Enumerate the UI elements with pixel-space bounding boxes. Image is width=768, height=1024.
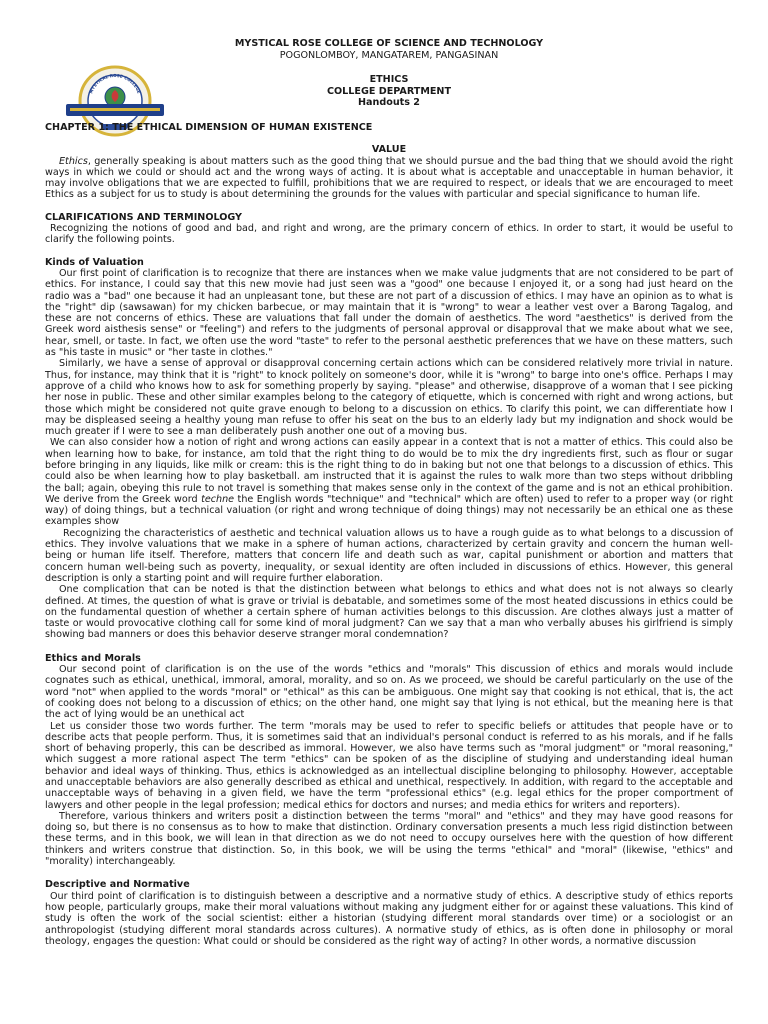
seal-arc-text: MYSTICAL ROSE COLLEGE <box>88 72 142 95</box>
ethics-morals-paragraph-1: Our second point of clarification is on the use of the words "ethics and "morals" This discussion of ethics and morals would include cognates such as ethical, unethical, immoral, amoral, morality, and so on. As we proceed, we should be careful particularly on the use of the word "not" when applied to the words "moral" or "ethical" as this can be ambiguous. One might say that cooking is not ethical, that is, the act of cooking does not belong to a discussion of ethics; on the other hand, one might say that lying is not ethical, but the meaning here is that the act of lying would be an unethical act <box>45 664 733 721</box>
valuation-paragraph-5: One complication that can be noted is that the distinction between what belongs to ethics and what does not is not always so clearly defined. At times, the question of what is grave or trivial is debatable, and sometimes some of the most heated discussions in ethics could be on the fundamental question of whether a certain sphere of human activities belongs to this discussion. Are clothes always just a matter of taste or would provocative clothing call for some kind of moral judgment? Can we say that a man who verbally abuses his girlfriend is simply showing bad manners or does this behavior deserve stranger moral condemnation? <box>45 584 733 641</box>
college-address: POGONLOMBOY, MANGATAREM, PANGASINAN <box>279 49 499 61</box>
kinds-of-valuation-heading: Kinds of Valuation <box>45 256 144 268</box>
clarifications-paragraph: Recognizing the notions of good and bad, and right and wrong, are the primary concern of ethics. In order to start, it would be useful to clarify the following points. <box>45 223 733 246</box>
valuation-paragraph-2: Similarly, we have a sense of approval or disapproval concerning certain actions which can be considered relatively more trivial in nature. Thus, for instance, may think that it is "right" to knock politely on someone's door, while it is "wrong" to barge into one's office. Perhaps I may approve of a child who knows how to ask for something properly by saying. "please" and otherwise, disapprove of a woman that I see picking her nose in public. These and other similar examples belong to the category of etiquette, which is concerned with right and wrong actions, but those which might be considered not quite grave enough to belong to a discussion on ethics. To clarify this point, we can differentiate how I may be displeased seeing a healthy young man refuse to offer his seat on the bus to an elderly lady but my indignation and shock would be much greater if I were to see a man deliberately push another one out of a moving bus. <box>45 358 733 438</box>
valuation-paragraph-3 <box>45 437 733 527</box>
value-paragraph <box>45 156 733 201</box>
value-paragraph-text: , generally speaking is about matters such as the good thing that we should pursue and the bad thing that we should avoid the right ways in which we could or should act and the wrong ways of acting. It is about what is acceptable and unacceptable in human behavior, it may involve obligations that we are expected to fulfill, prohibitions that we are required to respect, or ideals that we are encouraged to meet Ethics as a subject for us to study is about determining the grounds for the values with particular and special significance to human life. <box>45 155 733 201</box>
techne-italic-term: techne <box>201 493 235 505</box>
ethics-morals-paragraph-2: Let us consider those two words further. The term "morals may be used to refer to specific beliefs or attitudes that people have or to describe acts that people perform. Thus, it is sometimes said that an individual's personal conduct is referred to as his morals, and if he falls short of behaving properly, this can be described as immoral. However, we also have terms such as "moral judgment" or "moral reasoning," which suggest a more rational aspect The term "ethics" can be spoken of as the discipline of studying and understanding ideal human behavior and ideal ways of thinking. Thus, ethics is acknowledged as an intellectual discipline belonging to philosophy. However, acceptable and unacceptable behaviors are also generally described as ethical and unethical, respectively. In addition, with regard to the acceptable and unacceptable ways of behaving in a given field, we have the term "professional ethics" (e.g. legal ethics for the proper comportment of lawyers and other people in the legal profession; medical ethics for doctors and nurses; and media ethics for writers and reporters). <box>45 720 733 811</box>
handout-number: Handouts 2 <box>358 97 420 109</box>
clarifications-heading: CLARIFICATIONS AND TERMINOLOGY <box>45 211 243 223</box>
valuation-paragraph-3-b: the English words "technique" and "technical" which are often) used to refer to a proper way (or right way) of doing things, but a technical valuation (or right and wrong technique of doing things) may not necessarily be an ethical one as these examples show <box>45 493 733 528</box>
college-name: MYSTICAL ROSE COLLEGE OF SCIENCE AND TECHNOLOGY <box>234 38 544 49</box>
chapter-heading: CHAPTER 1: THE ETHICAL DIMENSION OF HUMAN EXISTENCE <box>45 121 373 133</box>
department-title: COLLEGE DEPARTMENT <box>326 85 451 97</box>
ethics-and-morals-heading: Ethics and Morals <box>45 652 141 664</box>
valuation-paragraph-4: Recognizing the characteristics of aesthetic and technical valuation allows us to have a rough guide as to what belongs to a discussion of ethics. They involve valuations that we make in a sphere of human actions, characterized by certain gravity and concern the human well-being or human life itself. Therefore, matters that concern life and death such as war, capital punishment or abortion and matters that concern human well-being such as poverty, inequality, or sexual identity are often included in discussions of ethics. However, this general description is only a starting point and will require further elaboration. <box>45 527 733 584</box>
value-heading: VALUE <box>371 144 407 156</box>
subject-title: ETHICS <box>369 74 409 86</box>
descriptive-normative-heading: Descriptive and Normative <box>45 879 190 891</box>
handout-page <box>45 38 733 947</box>
ethics-italic-term: Ethics <box>59 155 88 167</box>
ethics-morals-paragraph-3: Therefore, various thinkers and writers posit a distinction between the terms "moral" and "ethics" and they may have good reasons for doing so, but there is no consensus as to how to make that distinction. Ordinary conversation presents a much less rigid distinction between these terms, and in this book, we will lean in that direction as we do not need to occupy ourselves here with the question of how different thinkers and writers construe that distinction. So, in this book, we will be using the terms "ethical" and "moral" (likewise, "ethics" and "morality) interchangeably. <box>45 810 733 868</box>
valuation-paragraph-1: Our first point of clarification is to recognize that there are instances when we make value judgments that are not considered to be part of ethics. For instance, I could say that this new movie had just seen was a "good" one because I enjoyed it, or a song had just heard on the radio was a "bad" one because it had an unpleasant tone, but these are not part of a discussion of ethics. I may have an opinion as to what is the "right" dip (sawsawan) for my chicken barbecue, or may maintain that it is "wrong" to wear a leather vest over a Barong Tagalog, and these are not concerns of ethics. These are valuations that fall under the domain of aesthetics. The word "aesthetics" is derived from the Greek word aisthesis sense" or "feeling") and refers to the judgments of personal approval or disapproval that we make about what we see, hear, smell, or taste. In fact, we often use the word "taste" to refer to the personal aesthetic preferences that we have on these matters, such as "his taste in music" or "her taste in clothes." <box>45 267 733 359</box>
document-header <box>45 38 733 109</box>
descriptive-normative-paragraph: Our third point of clarification is to distinguish between a descriptive and a normative study of ethics. A descriptive study of ethics reports how people, particularly groups, make their moral valuations without making any judgment either for or against these valuations. This kind of study is often the work of the social scientist: either a historian (studying different moral standards over time) or a sociologist or an anthropologist (studying different moral standards across cultures). A normative study of ethics, as is often done in philosophy or moral theology, engages the question: What could or should be considered as the right way of acting? In other words, a normative discussion <box>45 890 733 947</box>
valuation-paragraph-3-a: We can also consider how a notion of right and wrong actions can easily appear in a context that is not a matter of ethics. This could also be when learning how to bake, for instance, am told that the right thing to do would be to mix the dry ingredients first, such as flour or sugar before bringing in any liquids, like milk or cream: this is the right thing to do in baking but not one that belongs to a discussion of ethics. This could also be when learning how to play basketball. am instructed that it is against the rules to walk more than two steps without dribbling the ball; again, obeying this rule to not travel is something that makes sense only in the context of the game and is not an ethical prohibition. We derive from the Greek word <box>45 437 733 505</box>
